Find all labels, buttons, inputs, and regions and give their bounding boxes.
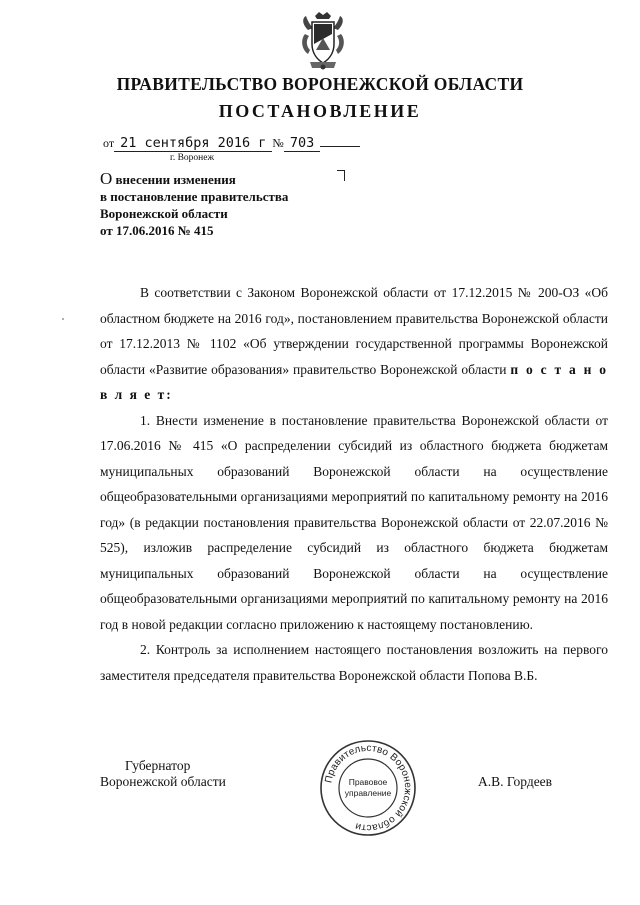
- document-body: [100, 280, 608, 688]
- subject-first-char: О: [100, 169, 113, 188]
- government-name: ПРАВИТЕЛЬСТВО ВОРОНЕЖСКОЙ ОБЛАСТИ: [116, 74, 524, 94]
- document-date: 21 сентября 2016 г: [114, 135, 272, 152]
- decree-word: п о с т а н о в л я е т:: [100, 361, 609, 402]
- signatory-title-line-2: Воронежской области: [100, 774, 226, 789]
- subject-line-3: Воронежской области: [100, 206, 228, 221]
- coat-of-arms-icon: [300, 10, 346, 72]
- date-prefix: от: [103, 136, 115, 150]
- number-underline: [320, 146, 360, 147]
- signatory-title-line-1: Губернатор: [125, 758, 191, 773]
- intro-paragraph: [100, 280, 608, 408]
- signatory-name: А.В. Гордеев: [478, 774, 553, 789]
- date-number-line: [103, 135, 360, 151]
- stamp-center-line-2: управление: [344, 788, 392, 798]
- document-number: 703: [284, 135, 320, 152]
- item-1-paragraph: 1. Внести изменение в постановление правительства Воронежской области от 17.06.2016 № 415 «О распределении субсидий из областного бюджета бюджетам муниципальных образований Воронежской области на осуществление общеобразовательными организациями мероприятий по капитальному ремонту на 2016 год» (в редакции постановления правительства Воронежской области от 22.07.2016 № 525), изложив распределение субсидий из областного бюджета бюджетам муниципальных образований Воронежской области на осуществление общеобразовательными организациями мероприятий по капитальному ремонту на 2016 год в новой редакции согласно приложению к настоящему постановлению.: [100, 412, 608, 632]
- official-stamp: [318, 738, 418, 838]
- stamp-center-line-1: Правовое: [348, 777, 388, 787]
- item-2-paragraph: 2. Контроль за исполнением настоящего постановления возложить на первого заместителя председателя правительства Воронежской области Попова В.Б.: [100, 642, 608, 683]
- document-subject: [100, 170, 288, 239]
- subject-line-2: в постановление правительства: [100, 189, 289, 204]
- number-prefix: №: [272, 136, 284, 150]
- subject-line-4: от 17.06.2016 № 415: [100, 223, 214, 238]
- city: г. Воронеж: [170, 153, 215, 163]
- subject-line-1: внесении изменения: [112, 172, 236, 187]
- document-type: ПОСТАНОВЛЕНИЕ: [218, 101, 422, 121]
- corner-bracket: [337, 170, 345, 181]
- intro-text: В соответствии с Законом Воронежской области от 17.12.2015 № 200-ОЗ «Об областном бюджете на 2016 год», постановлением правительства Воронежской области от 17.12.2013 № 1102 «Об утверждении государственной программы Воронежской области «Развитие образования» правительство Воронежской области: [100, 285, 608, 377]
- stamp-ring-text: Правительство Воронежской области: [323, 742, 414, 834]
- margin-mark: [62, 318, 64, 320]
- signatory-title: [100, 758, 226, 790]
